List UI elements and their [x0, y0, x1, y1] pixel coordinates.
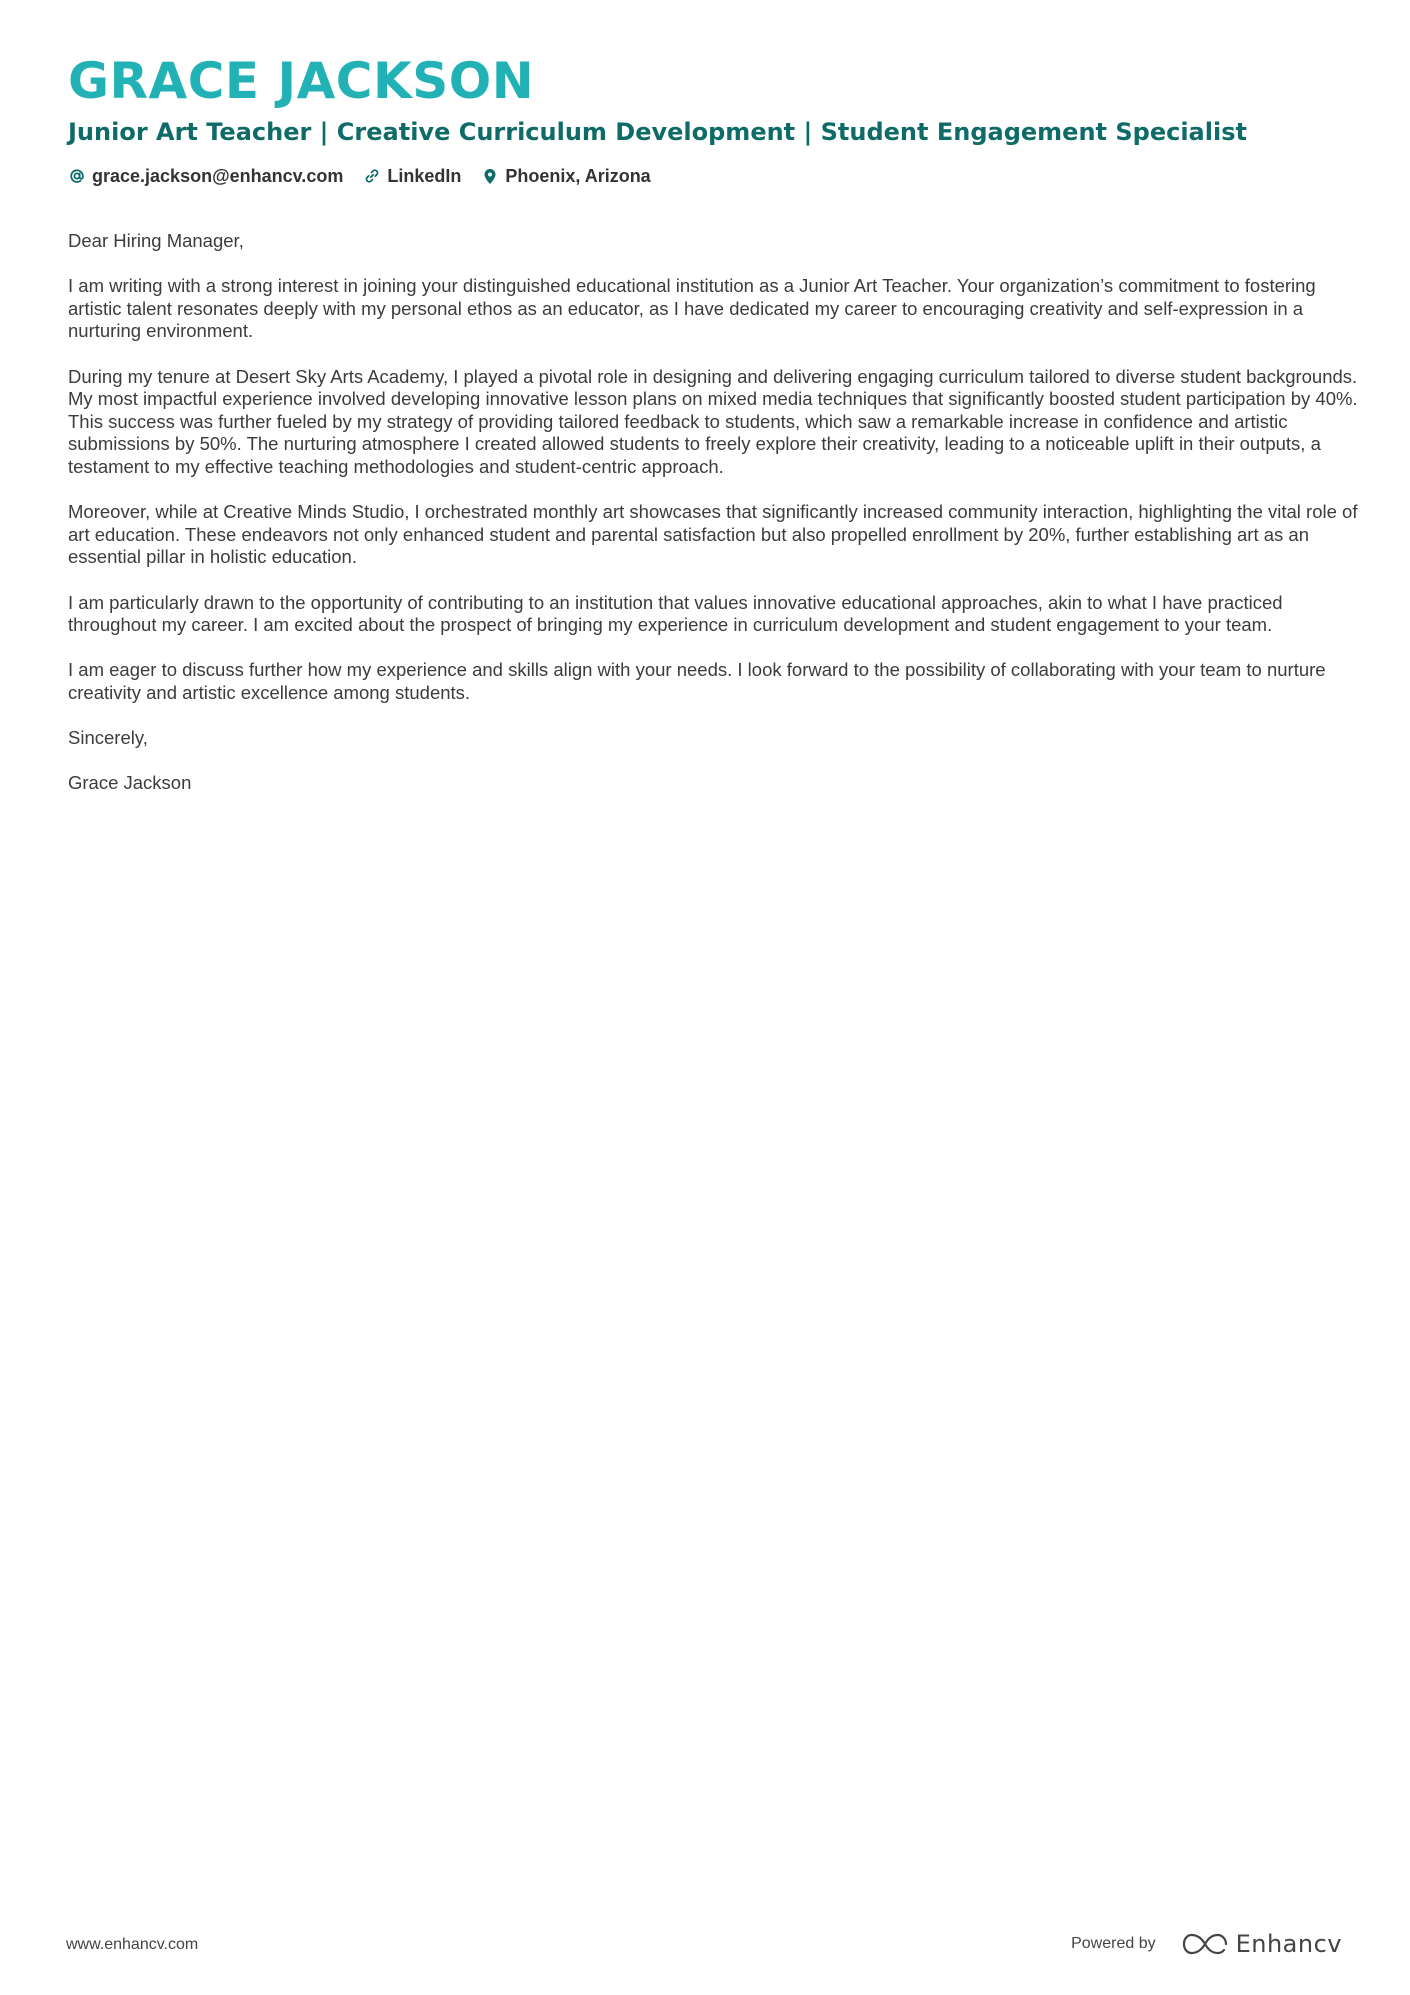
contact-location-text: Phoenix, Arizona	[505, 166, 651, 186]
link-icon	[363, 167, 381, 185]
contact-email-text: grace.jackson@enhancv.com	[92, 166, 344, 186]
location-pin-icon	[481, 167, 499, 185]
powered-by-label: Powered by	[1071, 1935, 1156, 1952]
footer-website-link[interactable]: www.enhancv.com	[66, 1936, 199, 1953]
letter-paragraph-1: I am writing with a strong interest in joining your distinguished educational institution as a Junior Art Teacher. Your organization’s commitment to fostering artistic talent resonates deeply with my personal ethos as an educator, as I have dedicated my career to encouraging creativity and self-expression in a nurturing environment.	[68, 275, 1316, 342]
letter-paragraph-5: I am eager to discuss further how my experience and skills align with your needs. I look forward to the possibility of collaborating with your team to nurture creativity and artistic excellence among students.	[68, 659, 1326, 703]
letter-paragraph-2: During my tenure at Desert Sky Arts Academy, I played a pivotal role in designing and delivering engaging curriculum tailored to diverse student backgrounds. My most impactful experience involved developing innovative lesson plans on mixed media techniques that significantly boosted student participation by 40%. This success was further fueled by my strategy of providing tailored feedback to students, which saw a remarkable increase in confidence and artistic submissions by 50%. The nurturing atmosphere I created allowed students to freely explore their creativity, leading to a noticeable uplift in their outputs, a testament to my effective teaching methodologies and student-centric approach.	[68, 365, 1358, 477]
enhancv-brand-name: Enhancv	[1235, 1930, 1342, 1958]
contact-row	[68, 164, 1348, 188]
letter-body	[68, 230, 1358, 817]
candidate-name: GRACE JACKSON	[68, 52, 535, 110]
contact-email[interactable]	[68, 164, 343, 188]
contact-linkedin[interactable]	[363, 164, 461, 188]
footer-branding[interactable]	[1071, 1930, 1342, 1958]
contact-location	[481, 164, 650, 188]
letter-paragraph-3: Moreover, while at Creative Minds Studio, I orchestrated monthly art showcases that significantly increased community interaction, highlighting the vital role of art education. These endeavors not only enhanced student and parental satisfaction but also propelled enrollment by 20%, further establishing art as an essential pillar in holistic education.	[68, 501, 1358, 568]
letter-closing: Sincerely,	[68, 727, 148, 749]
letter-header	[68, 50, 1348, 188]
letter-paragraph-4: I am particularly drawn to the opportunity of contributing to an institution that values innovative educational approaches, akin to what I have practiced throughout my career. I am excited about the prospect of bringing my experience in curriculum development and student engagement to your team.	[68, 591, 1283, 636]
letter-greeting: Dear Hiring Manager,	[68, 230, 244, 251]
contact-linkedin-text: LinkedIn	[387, 166, 462, 186]
enhancv-infinity-logo-icon	[1182, 1931, 1228, 1957]
candidate-tagline: Junior Art Teacher | Creative Curriculum Development | Student Engagement Specialist	[68, 118, 1247, 146]
at-icon	[68, 167, 86, 185]
letter-signature: Grace Jackson	[68, 772, 192, 794]
